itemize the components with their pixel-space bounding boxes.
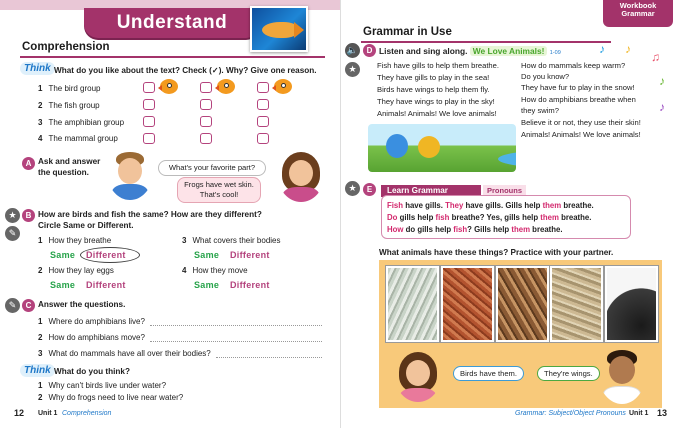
comprehension-underline <box>20 56 325 58</box>
boy-photo <box>599 348 645 404</box>
music-note-icon: ♪ <box>659 74 665 88</box>
feather-photo <box>386 266 439 342</box>
left-page <box>0 0 340 428</box>
speech-bubble-right: They're wings. <box>537 366 600 381</box>
section-c-title: Answer the questions. <box>38 300 126 309</box>
list-item: 3 What do mammals have all over their bodies? <box>38 349 211 358</box>
fish-body-icon <box>262 22 298 38</box>
music-note-icon: ♪ <box>599 42 605 56</box>
skin-photo <box>605 266 658 342</box>
think-title: What do you think? <box>54 367 130 376</box>
different-option[interactable]: Different <box>230 250 270 260</box>
section-b-question-2: Circle Same or Different. <box>38 221 134 230</box>
lyric-line: Birds have wings to help them fly. <box>377 85 490 94</box>
lyric-line: Do you know? <box>521 72 570 81</box>
boy-photo <box>108 150 152 200</box>
same-option[interactable]: Same <box>194 250 220 260</box>
fish-photo <box>250 6 308 52</box>
girl-photo <box>278 150 324 202</box>
checkbox-reason-1[interactable] <box>143 116 155 127</box>
section-a-title-2: the question. <box>38 168 89 177</box>
speech-bubble-answer: Frogs have wet skin. That's cool! <box>177 177 261 203</box>
list-item: 3 The amphibian group <box>38 118 125 127</box>
audio-track: 1-09 <box>549 50 561 56</box>
same-option[interactable]: Same <box>194 280 220 290</box>
speech-bubble-question: What's your favorite part? <box>158 160 266 176</box>
lyric-line: Animals! Animals! We love animals! <box>377 109 497 118</box>
different-option[interactable]: Different <box>230 280 270 290</box>
different-option[interactable]: Different <box>86 250 126 260</box>
music-note-icon: ♫ <box>651 50 660 64</box>
section-d-badge: D <box>363 44 376 57</box>
lyric-line: Fish have gills to help them breathe. <box>377 61 499 70</box>
lyric-line: How do mammals keep warm? <box>521 61 626 70</box>
page-number: 13 <box>657 408 668 418</box>
lyric-line: How do amphibians breathe when <box>521 95 636 104</box>
answer-line[interactable] <box>150 341 322 342</box>
list-item: 1 Why can't birds live under water? <box>38 381 167 390</box>
checkbox-reason-2[interactable] <box>200 133 212 144</box>
checkbox-reason-1[interactable] <box>143 133 155 144</box>
list-item: 3 What covers their bodies <box>182 236 281 245</box>
footer-subject: Grammar: Subject/Object Pronouns <box>515 410 626 417</box>
song-illustration <box>368 124 516 172</box>
think-badge: Think <box>20 364 55 377</box>
girl-photo <box>395 350 441 402</box>
blue-creature-icon <box>386 134 408 158</box>
section-b-question-1: How are birds and fish the same? How are they different? <box>38 210 262 219</box>
workbook-tag[interactable]: Workbook Grammar <box>603 0 673 27</box>
right-page <box>340 0 683 428</box>
checkbox-reason-3[interactable] <box>257 116 269 127</box>
list-item: 1 The bird group <box>38 84 101 93</box>
checkbox-reason-2[interactable] <box>200 99 212 110</box>
lyric-line: they swim? <box>521 106 559 115</box>
section-a-badge: A <box>22 157 35 170</box>
checkbox-reason-2[interactable] <box>200 116 212 127</box>
grammar-underline <box>361 41 611 43</box>
footer-subject: Comprehension <box>62 410 112 417</box>
star-icon: ★ <box>345 62 360 77</box>
scales-photo <box>496 266 549 342</box>
comprehension-title: Comprehension <box>22 41 110 53</box>
fish-fin-icon <box>294 22 304 38</box>
audio-speaker-icon[interactable]: 🔈 <box>345 43 360 58</box>
song-title: We Love Animals! <box>470 46 548 56</box>
footer-unit: Unit 1 <box>629 410 649 417</box>
page-number: 12 <box>14 408 25 418</box>
wing-photo <box>550 266 603 342</box>
orange-bird-icon <box>215 76 237 96</box>
grammar-title: Grammar in Use <box>363 26 452 38</box>
lyric-line: They have gills to play in the sea! <box>377 73 490 82</box>
checkbox-reason-1[interactable] <box>143 82 155 93</box>
section-d-title: Listen and sing along. We Love Animals! 1-09 <box>379 46 561 56</box>
answer-line[interactable] <box>216 357 322 358</box>
list-item: 1 Where do amphibians live? <box>38 317 145 326</box>
answer-circle-mark <box>80 247 140 263</box>
pencil-icon: ✎ <box>5 226 20 241</box>
checkbox-reason-3[interactable] <box>257 99 269 110</box>
checkbox-reason-3[interactable] <box>257 133 269 144</box>
checkbox-reason-1[interactable] <box>143 99 155 110</box>
lyric-line: Animals! Animals! We love animals! <box>521 130 641 139</box>
grammar-line: Fish have gills. They have gills. Gills help them breathe. <box>387 201 594 210</box>
think-badge: Think <box>20 62 55 75</box>
list-item: 2 Why do frogs need to live near water? <box>38 393 184 402</box>
same-option[interactable]: Same <box>50 250 76 260</box>
list-item: 2 How do amphibians move? <box>38 333 145 342</box>
music-note-icon: ♪ <box>659 100 665 114</box>
different-option[interactable]: Different <box>86 280 126 290</box>
checkbox-reason-3[interactable] <box>257 82 269 93</box>
pronouns-tag: Pronouns <box>483 185 526 197</box>
list-item: 1 How they breathe <box>38 236 112 245</box>
same-option[interactable]: Same <box>50 280 76 290</box>
checkbox-reason-2[interactable] <box>200 82 212 93</box>
lyric-line: They have wings to play in the sky! <box>377 97 495 106</box>
star-icon: ★ <box>5 208 20 223</box>
list-item: 4 The mammal group <box>38 134 118 143</box>
list-item: 4 How they move <box>182 266 248 275</box>
speech-bubble-left: Birds have them. <box>453 366 524 381</box>
grammar-line: Do gills help fish breathe? Yes, gills help them breathe. <box>387 213 592 222</box>
list-item: 2 The fish group <box>38 101 100 110</box>
learn-grammar-banner: Learn Grammar <box>381 185 481 197</box>
fur-photo <box>441 266 494 342</box>
music-note-icon: ♪ <box>625 42 631 56</box>
lyric-line: They have fur to play in the snow! <box>521 83 635 92</box>
section-b-badge: B <box>22 209 35 222</box>
yellow-creature-icon <box>418 136 440 158</box>
star-icon: ★ <box>345 181 360 196</box>
section-a-title-1: Ask and answer <box>38 157 101 166</box>
section-c-badge: C <box>22 299 35 312</box>
practice-question: What animals have these things? Practice with your partner. <box>379 248 614 257</box>
grammar-line: How do gills help fish? Gills help them breathe. <box>387 225 563 234</box>
page-title-banner: Understand <box>84 8 260 38</box>
orange-bird-icon <box>158 76 180 96</box>
orange-bird-icon <box>272 76 294 96</box>
section-e-badge: E <box>363 183 376 196</box>
footer-unit: Unit 1 <box>38 410 58 417</box>
answer-line[interactable] <box>150 325 322 326</box>
list-item: 2 How they lay eggs <box>38 266 114 275</box>
comprehension-question: What do you like about the text? Check (✓). Why? Give one reason. <box>54 66 317 75</box>
pencil-icon: ✎ <box>5 298 20 313</box>
lyric-line: Believe it or not, they use their skin! <box>521 118 641 127</box>
